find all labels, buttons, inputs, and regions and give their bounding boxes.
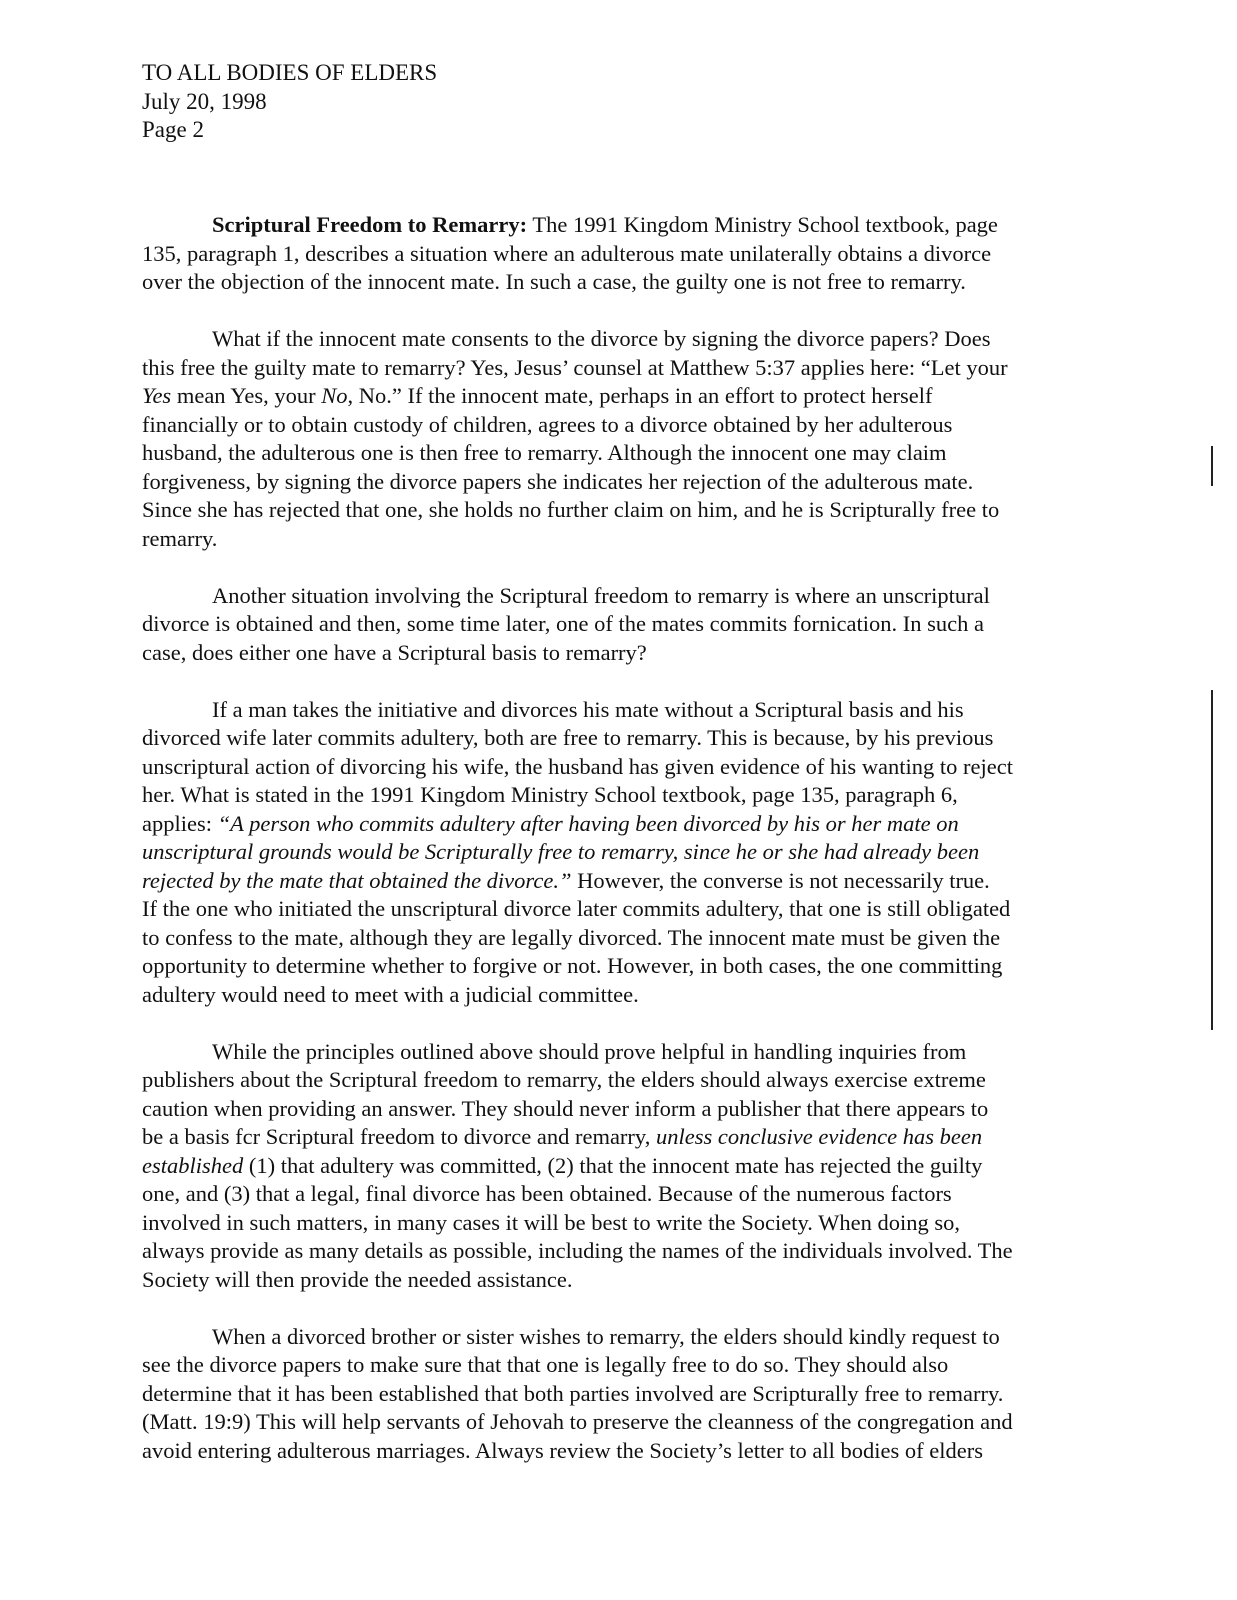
- text-line: remarry.: [142, 525, 218, 551]
- text-line: publishers about the Scriptural freedom to remarry, the elders should always exercise extreme: [142, 1067, 986, 1092]
- text-line: always provide as many details as possible, including the names of the individuals involved. The: [142, 1238, 1013, 1263]
- text-line: If the one who initiated the unscriptural divorce later commits adultery, that one is still obligated: [142, 896, 1011, 921]
- text-line: Scriptural Freedom to Remarry: The 1991 Kingdom Ministry School textbook, page: [212, 212, 998, 237]
- text-line: one, and (3) that a legal, final divorce has been obtained. Because of the numerous factors: [142, 1181, 952, 1206]
- text-line: husband, the adulterous one is then free to remarry. Although the innocent one may claim: [142, 440, 947, 465]
- paragraph-divorce-papers: [142, 1323, 1090, 1466]
- text-line: opportunity to determine whether to forgive or not. However, in both cases, the one committing: [142, 953, 1003, 978]
- text-line: Society will then provide the needed assistance.: [142, 1266, 573, 1292]
- paragraph-man-initiative: [142, 696, 1090, 1010]
- text-line: involved in such matters, in many cases it will be best to write the Society. When doing so,: [142, 1209, 960, 1235]
- margin-rule-right-2: [1211, 690, 1213, 1030]
- paragraph-caution: [142, 1038, 1090, 1295]
- text-line: When a divorced brother or sister wishes to remarry, the elders should kindly request to: [212, 1323, 1000, 1349]
- header-page-number: Page 2: [142, 117, 204, 142]
- text-line: her. What is stated in the 1991 Kingdom Ministry School textbook, page 135, paragraph 6,: [142, 782, 958, 807]
- text-line: Since she has rejected that one, she holds no further claim on him, and he is Scripturally free to: [142, 497, 1000, 522]
- text-line: to confess to the mate, although they are legally divorced. The innocent mate must be given the: [142, 924, 1001, 950]
- margin-rule-right-1: [1211, 446, 1213, 486]
- paragraph-freedom-to-remarry: [142, 211, 1090, 297]
- section-heading: Scriptural Freedom to Remarry:: [212, 212, 528, 237]
- header-date: July 20, 1998: [142, 88, 267, 114]
- text-line: If a man takes the initiative and divorces his mate without a Scriptural basis and his: [212, 696, 964, 722]
- text-line: unscriptural action of divorcing his wife, the husband has given evidence of his wanting to reject: [142, 753, 1014, 779]
- text-line: adultery would need to meet with a judicial committee.: [142, 981, 639, 1007]
- text-line: Yes mean Yes, your No, No.” If the innocent mate, perhaps in an effort to protect herself: [142, 383, 933, 408]
- text-line: financially or to obtain custody of children, agrees to a divorce obtained by her adulterous: [142, 411, 953, 437]
- text-line: While the principles outlined above should prove helpful in handling inquiries from: [212, 1038, 967, 1064]
- text-line: over the objection of the innocent mate. In such a case, the guilty one is not free to remarry.: [142, 269, 966, 294]
- text-line: rejected by the mate that obtained the divorce.” However, the converse is not necessarily true.: [142, 867, 990, 893]
- text-line: divorce is obtained and then, some time later, one of the mates commits fornication. In such a: [142, 611, 984, 636]
- text-line: applies: “A person who commits adultery after having been divorced by his or her mate on: [142, 810, 959, 836]
- text-line: Another situation involving the Scriptural freedom to remarry is where an unscriptural: [212, 582, 990, 608]
- text-line: divorced wife later commits adultery, both are free to remarry. This is because, by his previous: [142, 725, 994, 750]
- paragraph-innocent-consents: [142, 325, 1090, 553]
- text-line: unscriptural grounds would be Scripturally free to remarry, since he or she had already been: [142, 839, 980, 864]
- text-line: 135, paragraph 1, describes a situation where an adulterous mate unilaterally obtains a divorce: [142, 240, 992, 266]
- letter-header: [142, 59, 742, 145]
- text-line: What if the innocent mate consents to the divorce by signing the divorce papers? Does: [212, 326, 991, 351]
- text-line: be a basis fcr Scriptural freedom to divorce and remarry, unless conclusive evidence has been: [142, 1124, 983, 1149]
- text-line: established (1) that adultery was committed, (2) that the innocent mate has rejected the guilty: [142, 1152, 983, 1178]
- text-line: (Matt. 19:9) This will help servants of Jehovah to preserve the cleanness of the congregation and: [142, 1409, 1013, 1434]
- letter-body: [142, 211, 1090, 1494]
- text-line: see the divorce papers to make sure that that one is legally free to do so. They should also: [142, 1352, 949, 1377]
- text-line: determine that it has been established that both parties involved are Scripturally free to remarry.: [142, 1380, 1004, 1406]
- text-line: caution when providing an answer. They should never inform a publisher that there appears to: [142, 1095, 989, 1121]
- paragraph-unscriptural-divorce: [142, 582, 1090, 668]
- text-line: this free the guilty mate to remarry? Yes, Jesus’ counsel at Matthew 5:37 applies here: “Let your: [142, 354, 1008, 380]
- header-recipient: TO ALL BODIES OF ELDERS: [142, 60, 438, 85]
- text-line: avoid entering adulterous marriages. Always review the Society’s letter to all bodies of elders: [142, 1437, 984, 1463]
- text-line: forgiveness, by signing the divorce papers she indicates her rejection of the adulterous mate.: [142, 468, 974, 494]
- text-line: case, does either one have a Scriptural basis to remarry?: [142, 639, 647, 665]
- quotation: “A person who commits adultery after having been divorced by his or her mate on: [217, 810, 959, 836]
